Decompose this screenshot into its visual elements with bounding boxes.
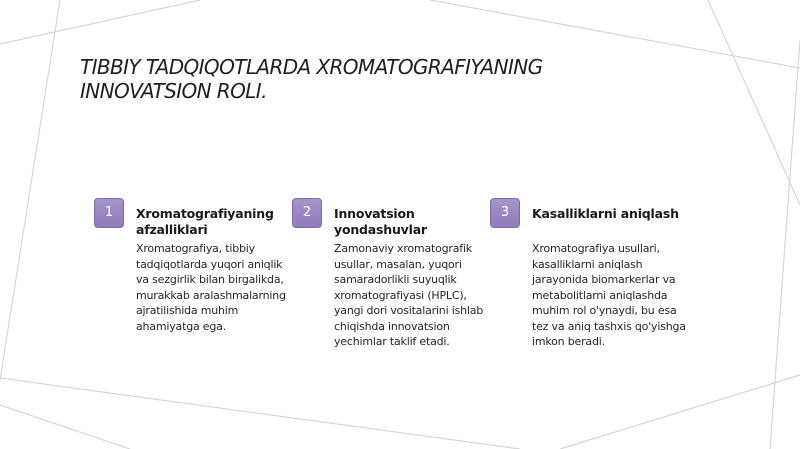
slide-title: TIBBIY TADQIQOTLARDA XROMATOGRAFIYANING INNOVATSION ROLI.	[80, 55, 543, 103]
card-heading: Xromatografiyaning afzalliklari	[136, 206, 274, 237]
card-heading: Innovatsion yondashuvlar	[334, 206, 427, 237]
number-badge: 3	[490, 198, 520, 228]
card-text: Zamonaviy xromatografik usullar, masalan, yuqori samaradorlikli suyuqlik xromatografiyasi (HPLC), yangi dori vositalarini ishlab chiqishda innovatsion yechimlar taklif etadi.	[334, 242, 484, 348]
card-text: Xromatografiya, tibbiy tadqiqotlarda yuqori aniqlik va sezgirlik bilan birgalikda, murakkab aralashmalarning ajratilishida muhim ahamiyatga ega.	[136, 242, 286, 333]
card-heading: Kasalliklarni aniqlash	[532, 206, 679, 221]
card-text: Xromatografiya usullari, kasalliklarni aniqlash jarayonida biomarkerlar va metabolitlarni aniqlashda muhim rol o'ynaydi, bu esa tez va aniq tashxis qo'yishga imkon beradi.	[532, 242, 686, 348]
number-badge: 2	[292, 198, 322, 228]
number-badge: 1	[94, 198, 124, 228]
